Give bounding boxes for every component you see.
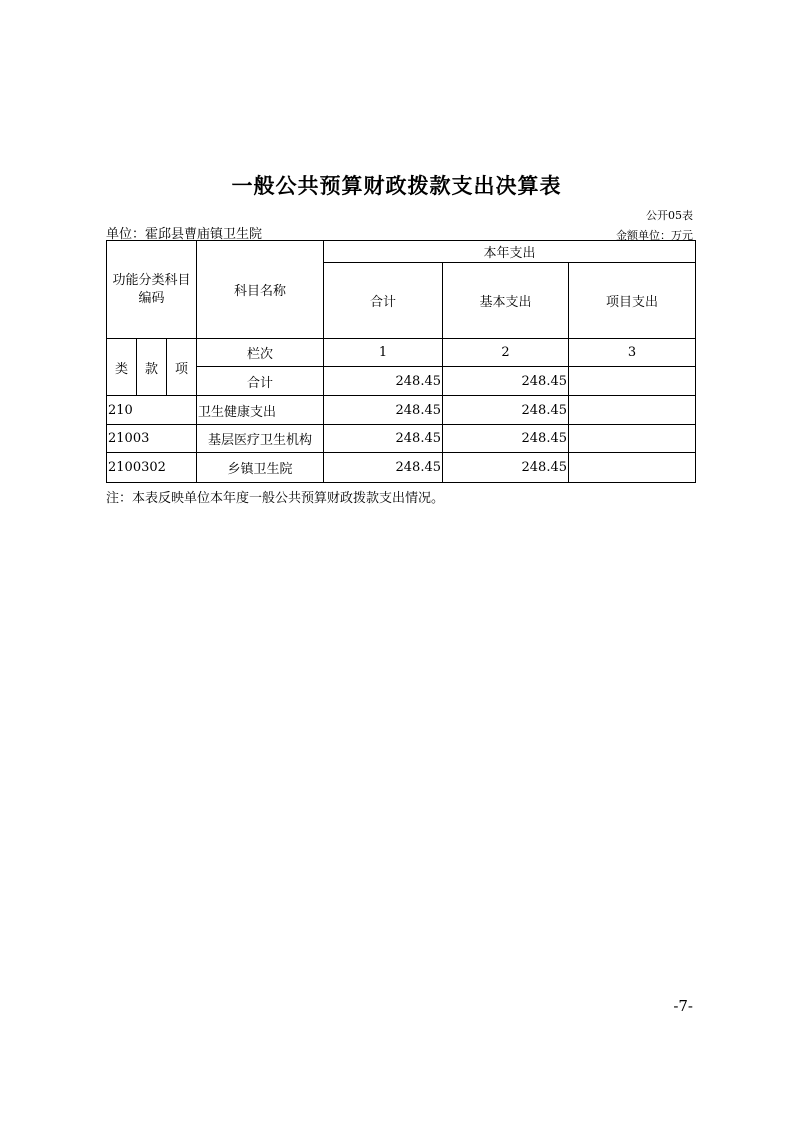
col-basic: 基本支出 (443, 263, 569, 339)
sub-kuan: 款 (137, 339, 167, 396)
amount-unit: 金额单位：万元 (616, 229, 693, 242)
total-project (569, 367, 696, 396)
table-row (107, 396, 696, 425)
row-name: 乡镇卫生院 (197, 453, 324, 483)
index-3: 3 (569, 339, 696, 367)
page-title: 一般公共预算财政拨款支出决算表 (231, 174, 562, 198)
index-1: 1 (324, 339, 443, 367)
table-note: 注：本表反映单位本年度一般公共预算财政拨款支出情况。 (106, 491, 445, 506)
expenditure-table (106, 240, 696, 483)
sub-lei: 类 (107, 339, 137, 396)
form-code: 公开05表 (646, 209, 693, 222)
row-code: 21003 (107, 425, 197, 453)
row-project (569, 453, 696, 483)
row-project (569, 396, 696, 425)
row-code: 210 (107, 396, 197, 425)
header-name: 科目名称 (197, 241, 324, 339)
row-basic: 248.45 (443, 453, 569, 483)
row-basic: 248.45 (443, 425, 569, 453)
row-code: 2100302 (107, 453, 197, 483)
total-label: 合计 (197, 367, 324, 396)
col-total: 合计 (324, 263, 443, 339)
row-total: 248.45 (324, 396, 443, 425)
unit-label: 单位：霍邱县曹庙镇卫生院 (106, 227, 263, 242)
total-basic: 248.45 (443, 367, 569, 396)
row-total: 248.45 (324, 453, 443, 483)
row-basic: 248.45 (443, 396, 569, 425)
sub-xiang: 项 (167, 339, 197, 396)
page-number: -7- (673, 997, 693, 1015)
total-total: 248.45 (324, 367, 443, 396)
row-index-label: 栏次 (197, 339, 324, 367)
table-row (107, 425, 696, 453)
header-code: 功能分类科目编码 (107, 241, 197, 339)
index-2: 2 (443, 339, 569, 367)
col-project: 项目支出 (569, 263, 696, 339)
header-group: 本年支出 (324, 241, 696, 263)
row-total: 248.45 (324, 425, 443, 453)
row-name: 基层医疗卫生机构 (197, 425, 324, 453)
table-row (107, 453, 696, 483)
row-name: 卫生健康支出 (197, 396, 324, 425)
row-project (569, 425, 696, 453)
